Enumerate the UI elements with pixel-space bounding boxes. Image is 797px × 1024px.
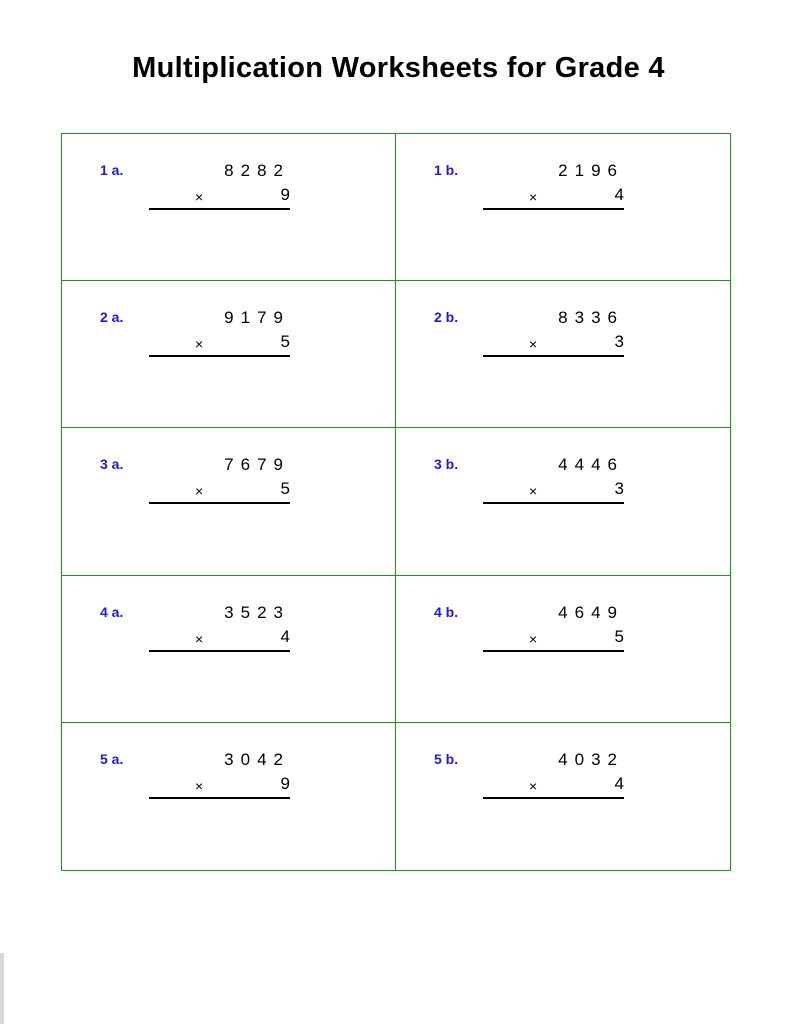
multiplier: 9: [280, 185, 290, 204]
worksheet-title: Multiplication Worksheets for Grade 4: [132, 52, 665, 84]
multiplicand: 9179: [224, 308, 290, 328]
problem-label: 1 b.: [434, 162, 459, 178]
multiplier: 4: [614, 185, 624, 204]
scroll-edge: [0, 953, 4, 1024]
multiplicand: 7679: [224, 455, 290, 475]
problem-label: 4 a.: [100, 603, 124, 620]
multiplier: 3: [614, 332, 624, 352]
multiplier: 5: [280, 332, 290, 352]
answer-line: [149, 797, 290, 799]
times-sign: ×: [195, 483, 204, 500]
problem-cell: [396, 576, 730, 723]
multiplicand: 4032: [558, 749, 624, 769]
multiplier: 4: [280, 626, 290, 646]
multiplicand: 4446: [558, 455, 624, 475]
times-sign: ×: [529, 483, 538, 500]
times-sign: ×: [529, 336, 538, 353]
problem-label: 3 b.: [434, 456, 459, 473]
times-sign: ×: [529, 630, 538, 647]
multiplicand: 8336: [558, 308, 624, 328]
multiplier: 5: [280, 479, 290, 499]
problem-label: 2 a.: [100, 309, 124, 326]
problem-cell: [396, 428, 730, 575]
times-sign: ×: [195, 189, 204, 205]
answer-line: [149, 502, 290, 504]
problem-label: 3 a.: [100, 456, 124, 473]
problem-cell: [62, 281, 396, 428]
multiplicand: 8282: [224, 161, 290, 180]
problem-label: 4 b.: [434, 603, 459, 620]
answer-line: [483, 355, 624, 357]
answer-line: [483, 797, 624, 799]
multiplier: 3: [614, 479, 624, 499]
multiplicand: 4649: [558, 602, 624, 622]
problem-label: 1 a.: [100, 162, 124, 178]
problem-cell: [62, 723, 396, 870]
multiplicand: 2196: [558, 161, 624, 180]
problem-label: 2 b.: [434, 309, 459, 326]
problem-cell: [62, 134, 396, 281]
problem-cell: [396, 134, 730, 281]
problem-label: 5 b.: [434, 750, 459, 767]
answer-line: [149, 650, 290, 652]
multiplier: 5: [614, 626, 624, 646]
problem-label: 5 a.: [100, 750, 124, 767]
answer-line: [483, 208, 624, 210]
times-sign: ×: [195, 777, 204, 794]
problem-cell: [396, 723, 730, 870]
answer-line: [149, 355, 290, 357]
multiplier: 9: [280, 773, 290, 793]
times-sign: ×: [529, 777, 538, 794]
answer-line: [483, 502, 624, 504]
multiplier: 4: [614, 773, 624, 793]
times-sign: ×: [195, 630, 204, 647]
problem-grid: [61, 133, 731, 871]
times-sign: ×: [195, 336, 204, 353]
times-sign: ×: [529, 189, 538, 205]
answer-line: [483, 650, 624, 652]
multiplicand: 3042: [224, 749, 290, 769]
multiplicand: 3523: [224, 602, 290, 622]
problem-cell: [62, 428, 396, 575]
problem-cell: [62, 576, 396, 723]
answer-line: [149, 208, 290, 210]
problem-cell: [396, 281, 730, 428]
